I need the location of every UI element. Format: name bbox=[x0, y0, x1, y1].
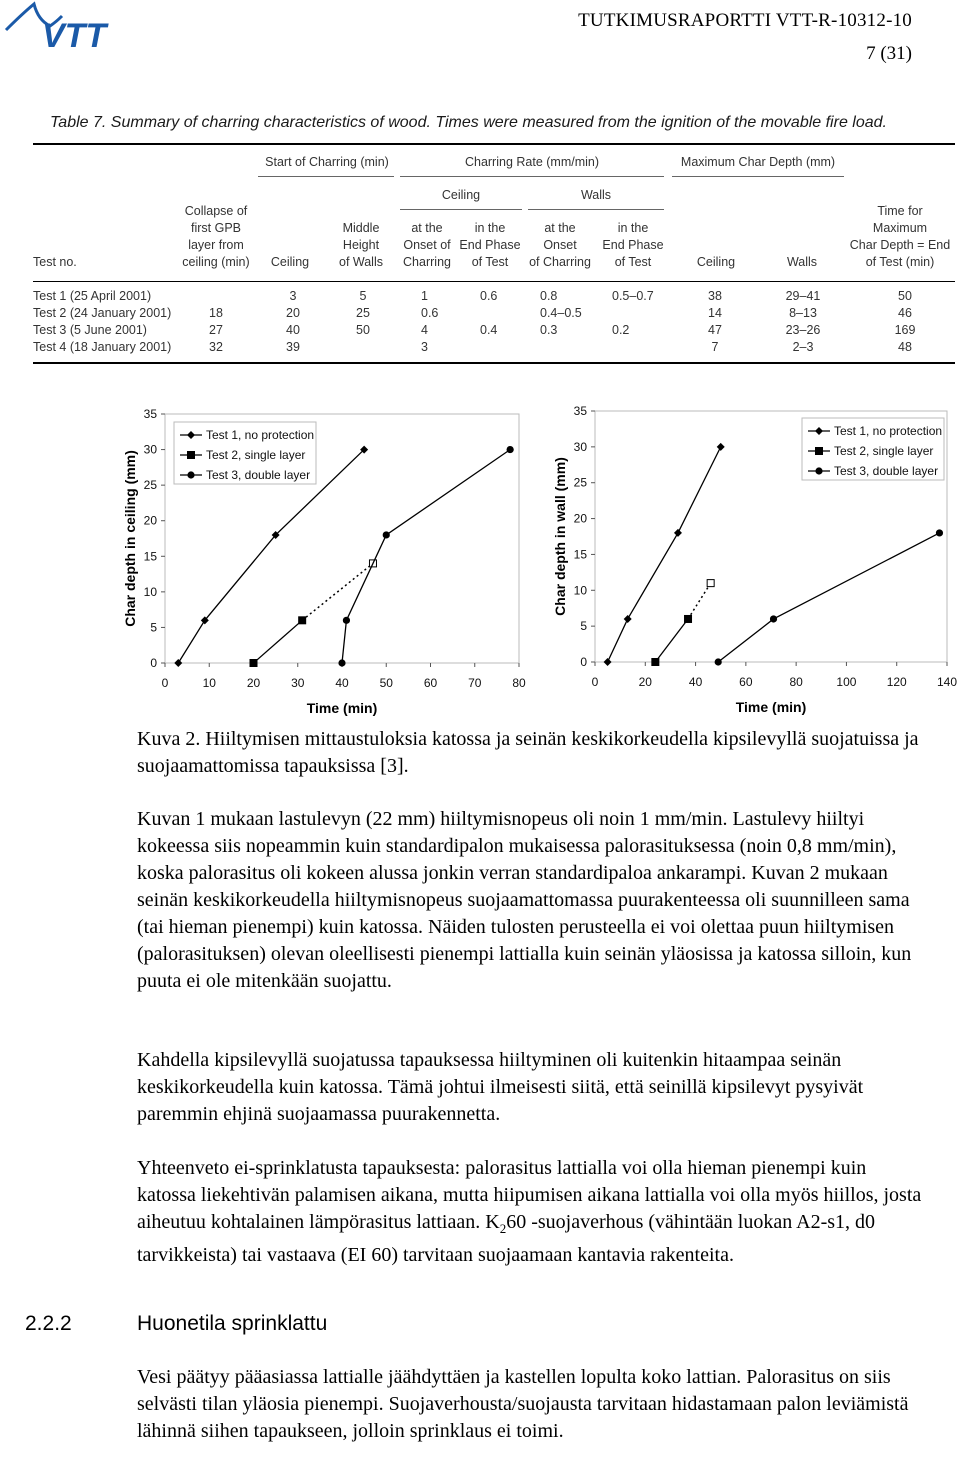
table-cell-d-walls: 8–13 bbox=[789, 306, 817, 320]
series-3 bbox=[338, 446, 513, 667]
x-tick-label: 10 bbox=[202, 676, 216, 690]
legend-marker bbox=[815, 467, 822, 474]
col-rate-walls-onset: at the Onset of Charring bbox=[529, 221, 591, 269]
table-cell-d-walls: 29–41 bbox=[785, 289, 821, 303]
data-point bbox=[652, 659, 659, 666]
col-rate-walls-end: in the End Phase of Test bbox=[602, 221, 664, 269]
table-cell-collapse: 27 bbox=[209, 323, 223, 337]
section-title: Huonetila sprinklattu bbox=[137, 1312, 328, 1335]
header-start-of-charring: Start of Charring (min) bbox=[265, 155, 389, 169]
table-cell-start-walls: 25 bbox=[356, 306, 370, 320]
x-tick-label: 100 bbox=[836, 675, 857, 689]
x-tick-label: 60 bbox=[739, 675, 753, 689]
data-point bbox=[250, 660, 257, 667]
paragraph-1: Kuvan 1 mukaan lastulevyn (22 mm) hiiltymisnopeus oli noin 1 mm/min. Lastulevy hiiltyi kokeessa siis nopeammin kuin standardipalon mukaisessa palorasituksessa (noin 0,8 mm/min), koska palorasitus oli kokeen alussa jonkin verran standardipaloa ankarampi. Kuvan 2 mukaan seinän keskikorkeudella hiiltymisnopeus suojaamattomassa puurakenteessa oli suunnilleen sama (tai hieman pienempi) kuin katossa. Näiden tulosten perusteella ei voi olettaa puun hiiltymisen (palorasituksen) olevan oleellisesti pienempi lattialla kuin seinän yläosissa ja katossa silloin, kun puuta ei ole mitenkään suojattu. bbox=[137, 808, 912, 992]
data-point-open bbox=[707, 580, 714, 587]
table-cell-rw-onset: 0.3 bbox=[540, 323, 558, 337]
data-point bbox=[343, 617, 350, 624]
col-depth-ceiling: Ceiling bbox=[696, 255, 736, 269]
legend-label: Test 2, single layer bbox=[834, 444, 934, 458]
legend-marker bbox=[816, 448, 823, 455]
table-cell-test: Test 4 (18 January 2001) bbox=[33, 340, 172, 354]
y-tick-label: 5 bbox=[150, 620, 157, 635]
series-line bbox=[254, 620, 303, 663]
y-tick-label: 10 bbox=[573, 583, 587, 598]
series-3 bbox=[715, 529, 943, 665]
x-tick-label: 80 bbox=[512, 676, 526, 690]
table-cell-d-walls: 23–26 bbox=[785, 323, 821, 337]
y-tick-label: 35 bbox=[573, 404, 587, 418]
table-cell-rc-end: 0.4 bbox=[480, 323, 498, 337]
table-cell-rw-end: 0.2 bbox=[612, 323, 630, 337]
table-cell-time: 46 bbox=[898, 306, 912, 320]
y-tick-label: 5 bbox=[580, 619, 587, 634]
table-cell-rc-onset: 0.6 bbox=[421, 306, 439, 320]
table-cell-rw-onset: 0.8 bbox=[540, 289, 558, 303]
x-tick-label: 80 bbox=[789, 675, 803, 689]
legend-label: Test 2, single layer bbox=[206, 448, 306, 462]
table-bottom-rule bbox=[33, 362, 955, 364]
y-tick-label: 30 bbox=[143, 442, 157, 457]
table-top-rule bbox=[33, 143, 955, 145]
header-rate-ceiling: Ceiling bbox=[441, 188, 481, 202]
series-line bbox=[655, 619, 688, 662]
y-tick-label: 25 bbox=[143, 478, 157, 493]
y-tick-label: 35 bbox=[143, 407, 157, 421]
paragraph-2: Kahdella kipsilevyllä suojatussa tapauksessa hiiltyminen oli kuitenkin hitaampaa seinän keskikorkeudella kuin katossa. Tämä johtui ilmeisesti siitä, että seinillä kipsilevyt pysyivät paremmin ehjinä suojaamassa puurakennetta. bbox=[137, 1049, 864, 1125]
table-cell-start-ceiling: 3 bbox=[289, 289, 297, 303]
table-cell-time: 48 bbox=[898, 340, 912, 354]
col-start-ceiling: Ceiling bbox=[270, 255, 310, 269]
y-tick-label: 20 bbox=[143, 513, 157, 528]
data-point bbox=[507, 446, 514, 453]
data-point bbox=[299, 617, 306, 624]
section-number: 2.2.2 bbox=[25, 1312, 72, 1335]
y-axis-label: Char depth in ceiling (mm) bbox=[122, 450, 138, 627]
col-collapse: Collapse of first GPB layer from ceiling (min) bbox=[182, 204, 250, 269]
legend-label: Test 3, double layer bbox=[834, 464, 939, 478]
legend-marker bbox=[188, 452, 195, 459]
logo-text: VTT bbox=[42, 17, 107, 52]
x-tick-label: 0 bbox=[591, 675, 599, 689]
col-rate-ceiling-onset: at the Onset of Charring bbox=[403, 221, 451, 269]
series-line bbox=[608, 447, 721, 662]
series-line bbox=[718, 533, 939, 662]
series-1 bbox=[604, 443, 725, 666]
y-tick-label: 15 bbox=[143, 549, 157, 564]
legend-label: Test 1, no protection bbox=[206, 428, 315, 442]
data-point bbox=[338, 659, 345, 666]
figure-caption: Kuva 2. Hiiltymisen mittaustuloksia katossa ja seinän keskikorkeudella kipsilevyllä suojatuissa ja suojaamattomissa tapauksissa [3]. bbox=[137, 728, 919, 777]
x-tick-label: 60 bbox=[423, 676, 438, 690]
x-tick-label: 40 bbox=[335, 676, 349, 690]
series-dotted-extension bbox=[688, 583, 711, 619]
x-axis-label: Time (min) bbox=[735, 699, 807, 715]
col-rate-ceiling-end: in the End Phase of Test bbox=[459, 221, 521, 269]
legend bbox=[174, 422, 316, 484]
series-2 bbox=[250, 560, 376, 667]
y-tick-label: 30 bbox=[573, 439, 587, 454]
x-tick-label: 50 bbox=[379, 676, 393, 690]
x-tick-label: 20 bbox=[246, 676, 261, 690]
table-cell-d-walls: 2–3 bbox=[792, 340, 814, 354]
data-point bbox=[674, 529, 682, 537]
wall-char-depth-chart bbox=[540, 400, 960, 722]
y-axis-label: Char depth in wall (mm) bbox=[552, 457, 568, 616]
col-time-for-max: Time for Maximum Char Depth = End of Test (min) bbox=[849, 204, 951, 269]
table-cell-rc-onset: 1 bbox=[421, 289, 428, 303]
table-title: Table 7. Summary of charring characteristics of wood. Times were measured from the ignition of the movable fire load. bbox=[50, 114, 887, 131]
series-line bbox=[342, 450, 510, 663]
table-cell-time: 169 bbox=[894, 323, 916, 337]
y-tick-label: 15 bbox=[573, 547, 587, 562]
header-max-char-depth: Maximum Char Depth (mm) bbox=[680, 155, 836, 169]
legend-label: Test 3, double layer bbox=[206, 468, 311, 482]
legend-label: Test 1, no protection bbox=[834, 424, 943, 438]
table-cell-collapse: 18 bbox=[209, 306, 223, 320]
table-cell-start-ceiling: 20 bbox=[286, 306, 300, 320]
table-cell-test: Test 1 (25 April 2001) bbox=[33, 289, 152, 303]
table-cell-d-ceiling: 14 bbox=[708, 306, 722, 320]
y-tick-label: 20 bbox=[573, 511, 587, 526]
x-tick-label: 40 bbox=[688, 675, 703, 689]
legend bbox=[802, 418, 944, 480]
header-rate-walls: Walls bbox=[580, 188, 612, 202]
x-tick-label: 0 bbox=[161, 676, 169, 690]
table-cell-rc-onset: 3 bbox=[421, 340, 428, 354]
table-header-rule bbox=[33, 281, 955, 282]
table-cell-collapse: 32 bbox=[209, 340, 223, 354]
table-cell-test: Test 3 (5 June 2001) bbox=[33, 323, 147, 337]
data-point bbox=[717, 443, 725, 451]
col-depth-walls: Walls bbox=[786, 255, 818, 269]
x-tick-label: 20 bbox=[638, 675, 652, 689]
report-id: TUTKIMUSRAPORTTI VTT-R-10312-10 bbox=[578, 10, 912, 31]
data-point bbox=[383, 531, 390, 538]
table-cell-rw-end: 0.5–0.7 bbox=[612, 289, 654, 303]
table-cell-test: Test 2 (24 January 2001) bbox=[33, 306, 172, 320]
series-dotted-extension bbox=[302, 563, 373, 620]
table-cell-rw-onset: 0.4–0.5 bbox=[540, 306, 582, 320]
table-cell-rc-onset: 4 bbox=[421, 323, 428, 337]
data-point bbox=[624, 615, 632, 623]
data-point bbox=[604, 658, 612, 666]
table-cell-d-ceiling: 38 bbox=[708, 289, 722, 303]
table-cell-start-ceiling: 40 bbox=[286, 323, 300, 337]
y-tick-label: 25 bbox=[573, 475, 587, 490]
page-number: 7 (31) bbox=[866, 43, 912, 64]
table-cell-d-ceiling: 47 bbox=[708, 323, 722, 337]
data-point bbox=[685, 615, 692, 622]
x-tick-label: 140 bbox=[936, 675, 958, 689]
table-cell-rc-end: 0.6 bbox=[480, 289, 498, 303]
paragraph-3: Yhteenveto ei-sprinklatusta tapauksesta: palorasitus lattialla voi olla hieman pienempi kuin katossa liekehtivän palamisen aikana, mutta hiipumisen aikana lattialla voi olla myös hiillos, josta aiheutuu kohtalainen lämpörasitus lattiaan. $K_260$ -suojaverhous (vähintään luokan A2-s1, d0 tarvikkeista) tai vastaava (EI 60) tarvitaan suojaamaan kantavia rakenteita. bbox=[137, 1157, 922, 1266]
col-start-walls: Middle Height of Walls bbox=[339, 221, 383, 269]
table-cell-start-walls: 5 bbox=[359, 289, 367, 303]
table-cell-d-ceiling: 7 bbox=[711, 340, 719, 354]
table-cell-start-ceiling: 39 bbox=[286, 340, 300, 354]
table-cell-time: 50 bbox=[898, 289, 912, 303]
data-point bbox=[936, 529, 943, 536]
x-tick-label: 30 bbox=[291, 676, 305, 690]
col-test-no: Test no. bbox=[33, 255, 77, 269]
table-cell-start-walls: 50 bbox=[356, 323, 370, 337]
ceiling-char-depth-chart bbox=[112, 400, 532, 722]
x-tick-label: 120 bbox=[886, 675, 907, 689]
x-axis-label: Time (min) bbox=[306, 700, 378, 716]
y-tick-label: 0 bbox=[580, 655, 587, 669]
vtt-logo bbox=[4, 0, 154, 52]
y-tick-label: 0 bbox=[150, 656, 157, 670]
data-point bbox=[174, 659, 182, 667]
header-charring-rate: Charring Rate (mm/min) bbox=[464, 155, 600, 169]
data-point bbox=[770, 615, 777, 622]
section-paragraph: Vesi päätyy pääasiassa lattialle jäähdyttäen ja kastellen lopulta koko lattian. Palorasitus on siis selvästi tilan yläosia pienempi. Suojaverhousta/suojausta tarvitaan hidastamaan palon leviämistä lähinnä siihen tapaukseen, jolloin sprinklaus ei toimi. bbox=[137, 1366, 909, 1442]
y-tick-label: 10 bbox=[143, 584, 157, 599]
series-2 bbox=[652, 580, 714, 666]
x-tick-label: 70 bbox=[468, 676, 482, 690]
legend-marker bbox=[187, 471, 194, 478]
data-point bbox=[715, 658, 722, 665]
